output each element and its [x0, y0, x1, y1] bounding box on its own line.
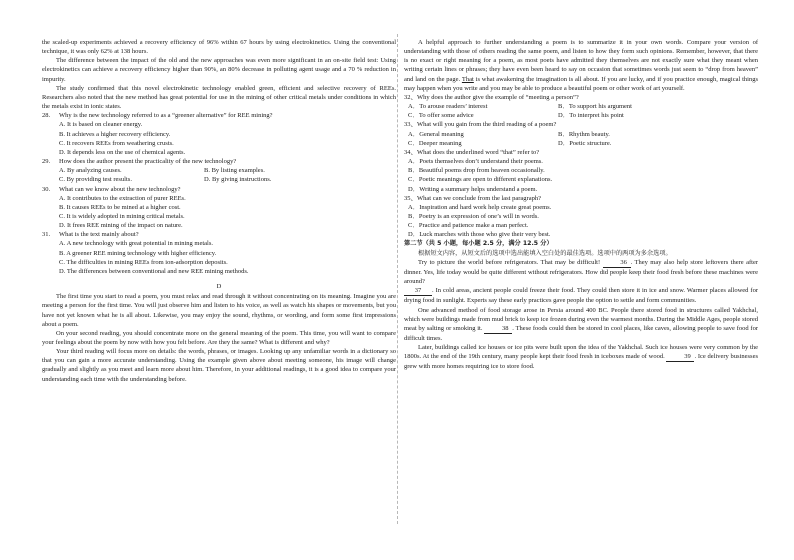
option-row	[42, 175, 396, 184]
paragraph-text: A helpful approach to further understanding a poem is to summarize it in your own words. Compare your version of understanding with those of others reading the same poem, and listen to how they form such opinions. Remember, however, that there is no exact or right meaning for a poem, as most poets have admitted they themselves are not exactly sure what they meant when writing certain lines or phrases; they have even been heard to say on occasion that sometimes words just seem to “drop from heaven” and land on the page.	[404, 39, 758, 83]
question-number: 34、	[404, 148, 417, 156]
answer-option[interactable]: C. By providing test results.	[59, 176, 132, 184]
answer-option[interactable]: A. It contributes to the extraction of purer REEs.	[59, 194, 186, 202]
section-two-instructions: 根据短文内容，从短文后的选项中选出能填入空白处的最佳选项。选项中的两项为多余选项。	[418, 249, 672, 257]
paragraph-text: One advanced method of food storage arose in Persia around 400 BC. People there stored food in structures called Yakhchal, which were buildings made from mud brick to keep ice frozen during even the warmest months. During the Middle Ages, people stored meat by salting or smoking it.	[404, 306, 758, 332]
left-column	[42, 38, 396, 384]
cloze-paragraph	[404, 306, 758, 344]
question-text: Why does the author give the example of “meeting a person”?	[417, 93, 579, 101]
answer-option[interactable]: A．To arouse readers’ interest	[408, 103, 488, 111]
question-number: 33、	[404, 121, 417, 129]
column-divider	[397, 34, 398, 524]
right-column	[404, 38, 758, 372]
question-number: 32、	[404, 93, 417, 101]
passage-d-paragraph: The first time you start to read a poem, you must relax and read through it without concentrating on its meaning. Imagine you are meeting a person for the first time. You will just observe him and listen to his voice, as well as watch his shapes or movements, but you have not yet known what he is all about. Likewise, you may enjoy the sound, rhythms, or wording, and form some first impressions about a poem.	[42, 293, 396, 328]
question-30	[42, 185, 396, 194]
question-35	[404, 194, 758, 203]
answer-option[interactable]: C．Practice and patience make a man perfect.	[408, 222, 529, 230]
answer-option[interactable]: B. It causes REEs to be mined at a higher cost.	[59, 203, 181, 211]
answer-option[interactable]: A. By analyzing causes.	[59, 167, 122, 175]
answer-option[interactable]: A．Inspiration and hard work help create great poems.	[408, 203, 552, 211]
blank-36[interactable]: 36	[603, 258, 631, 268]
paragraph-text: . These foods could then be stored in cool places, like caves, allowing people to save food for difficult times.	[404, 324, 758, 342]
answer-option[interactable]: D．Poetic structure.	[558, 139, 612, 147]
passage-d-paragraph	[404, 38, 758, 93]
answer-option[interactable]: B. A greener REE mining technology with higher efficiency.	[59, 249, 217, 257]
option-row	[404, 102, 758, 111]
section-two-title: 第二节（共 5 小题，每小题 2.5 分，满分 12.5 分）	[404, 240, 553, 248]
passage-d-paragraph: On your second reading, you should concentrate more on the general meaning of the poem. This time, you will want to compare your feelings about the poem by now with how you felt before. Are they the same? What is different and why?	[42, 329, 396, 346]
answer-option[interactable]: D．Writing a summary helps understand a poem.	[408, 185, 538, 193]
question-text: What will you gain from the third reading of a poem?	[417, 121, 557, 129]
answer-option[interactable]: D．Luck marches with those who give their very best.	[408, 231, 551, 239]
answer-option[interactable]: B. By listing examples.	[204, 167, 265, 175]
passage-c-paragraph: The study confirmed that this novel electrokinetic technology enabled green, efficient and selective recovery of REEs. Researchers also noted that the new method has great potential for use in the mining of other critical metals under conditions in which the metals exist in ionic states.	[42, 84, 396, 111]
question-number: 31.	[42, 231, 51, 239]
question-text: What is the text mainly about?	[59, 231, 139, 239]
question-28	[42, 111, 396, 120]
answer-option[interactable]: A. It is based on cleaner energy.	[59, 121, 143, 129]
answer-option[interactable]: C．Deeper meaning	[408, 139, 462, 147]
section-letter-d: D	[216, 283, 222, 291]
answer-option[interactable]: C. The difficulties in mining REEs from ion-adsorption deposits.	[59, 258, 228, 266]
cloze-paragraph	[404, 343, 758, 371]
question-text: What can we know about the new technology?	[59, 185, 181, 193]
answer-option[interactable]: B．Rhythm beauty.	[558, 130, 610, 138]
underlined-word-that: That	[461, 75, 474, 83]
paragraph-text: . In cold areas, ancient people could freeze their food. They could then store it in ice and snow. Warmer places allowed for drying food in sunlight. Experts say these early practices gave people the option to settle and form communities.	[404, 287, 758, 305]
question-text: What does the underlined word “that” refer to?	[417, 148, 540, 156]
answer-option[interactable]: C．To offer some advice	[408, 112, 474, 120]
option-row	[404, 111, 758, 120]
question-34	[404, 148, 758, 157]
answer-option[interactable]: B. It achieves a higher recovery efficiency.	[59, 130, 171, 138]
answer-option[interactable]: D. The differences between conventional and new REE mining methods.	[59, 267, 249, 275]
answer-option[interactable]: D. It depends less on the use of chemical agents.	[59, 148, 186, 156]
passage-c-paragraph: the scaled-up experiments achieved a recovery efficiency of 96% within 67 hours by using electrokinetics. Using the conventional technique, it was only 62% at 138 hours.	[42, 39, 396, 56]
answer-option[interactable]: A. A new technology with great potential in mining metals.	[59, 240, 213, 248]
paragraph-text: Later, buildings called ice houses or ice pits were built upon the idea of the Yakhchal. Such ice houses were very common by the 1800s. At the end of the 19th century, many people kept their food fresh in iceboxes made of wood.	[404, 344, 758, 361]
question-text: What can we conclude from the last paragraph?	[417, 194, 541, 202]
passage-c-paragraph: The difference between the impact of the old and the new approaches was even more significant in an on-site field test: Using electrokinetics can achieve a recovery efficiency higher than 90%, an 80% decrease in polluting agent usage and a 70 % reduction in impurity.	[42, 57, 396, 83]
question-text: How does the author present the practicality of the new technology?	[59, 158, 237, 166]
question-32	[404, 93, 758, 102]
answer-option[interactable]: A．Poets themselves don’t understand their poems.	[408, 158, 543, 166]
paragraph-text: . Ice delivery businesses grew with more homes requiring ice to store food.	[404, 353, 758, 371]
blank-38[interactable]: 38	[484, 324, 512, 334]
question-number: 28.	[42, 112, 51, 120]
answer-option[interactable]: D．To interpret his point	[558, 112, 624, 120]
answer-option[interactable]: B．Beautiful poems drop from heaven occasionally.	[408, 167, 545, 175]
passage-d-paragraph: Your third reading will focus more on details: the words, phrases, or images. Looking up any unfamiliar words in a dictionary so that you can gain a more accurate understanding. Using the example given above about meeting someone, his image will change gradually and slightly as you meet and learn more about him. Therefore, in your additional readings, it is a good idea to compare your understanding each time with the understanding before.	[42, 348, 396, 383]
answer-option[interactable]: A．General meaning	[408, 130, 464, 138]
blank-39[interactable]: 39	[666, 352, 694, 362]
blank-37[interactable]: 37	[404, 286, 432, 296]
question-31	[42, 230, 396, 239]
answer-option[interactable]: D. It frees REE mining of the impact on nature.	[59, 222, 183, 230]
paragraph-text: Try to picture the world before refrigerators. That may be difficult!	[418, 258, 601, 266]
paragraph-text: . They may also help store leftovers there after dinner. Yes, life today would be quite different without refrigerators. How did people keep their food fresh before these machines were around?	[404, 258, 758, 286]
answer-option[interactable]: B．Poetry is an expression of one’s will in words.	[408, 212, 539, 220]
option-row	[404, 139, 758, 148]
answer-option[interactable]: C. It is widely adopted in mining critical metals.	[59, 212, 185, 220]
answer-option[interactable]: D. By giving instructions.	[204, 176, 272, 184]
question-text: Why is the new technology referred to as a “greener alternative” for REE mining?	[59, 112, 273, 120]
paragraph-text: is what awakening the imagination is all about. If you are lucky, and if you practice enough, magical things may happen when you write and you may be able to produce a beautiful poem or other work of art yourself.	[404, 75, 758, 92]
answer-option[interactable]: B．To support his argument	[558, 103, 632, 111]
cloze-paragraph	[404, 286, 758, 305]
answer-option[interactable]: C．Poetic meanings are open to different explanations.	[408, 176, 553, 184]
option-row	[404, 130, 758, 139]
question-number: 30.	[42, 185, 51, 193]
answer-option[interactable]: C. It recovers REEs from weathering crusts.	[59, 139, 174, 147]
cloze-paragraph	[404, 258, 758, 286]
question-29	[42, 157, 396, 166]
question-number: 29.	[42, 158, 51, 166]
option-row	[42, 166, 396, 175]
question-number: 35、	[404, 194, 417, 202]
question-33	[404, 120, 758, 129]
